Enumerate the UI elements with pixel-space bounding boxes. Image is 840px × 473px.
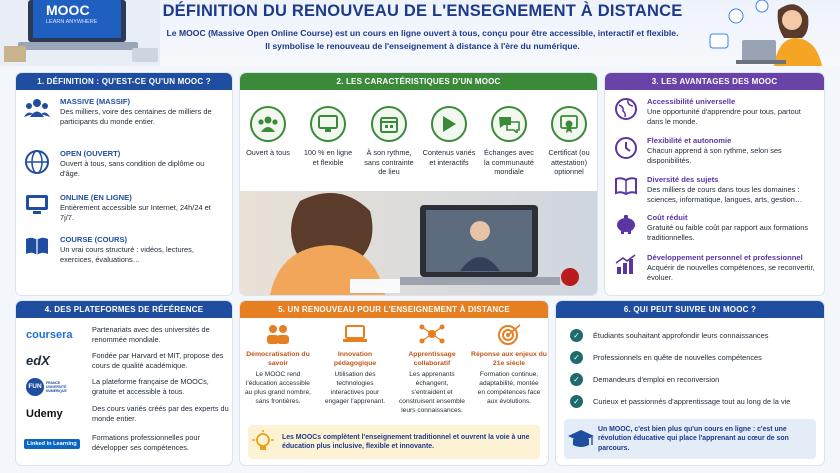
target-icon — [495, 323, 523, 345]
clock-icon — [614, 136, 638, 160]
definition-item — [24, 149, 224, 178]
subtitle-line-2: Il symbolise le renouveau de l'enseignement à distance à l'ère du numérique. — [265, 41, 580, 51]
renewal-item-text: Utilisation des technologies interactives pour engager l'apprenant. — [324, 371, 386, 405]
screen-icon — [310, 106, 346, 142]
book-icon — [24, 235, 50, 257]
audience-item — [570, 329, 810, 342]
check-icon: ✓ — [570, 373, 583, 386]
advantage-text: Gratuité ou faible coût par rapport aux formations traditionnelles. — [647, 223, 809, 242]
advantage-item — [613, 136, 818, 165]
people-icon — [264, 323, 292, 345]
platform-item — [16, 377, 232, 396]
renewal-item — [471, 323, 547, 406]
renewal-item-text: Les apprenants échangent, s'entraident et construisent ensemble leurs connaissances. — [399, 371, 465, 414]
definition-item-text: Entièrement accessible sur Internet, 24h/24 et 7j/7. — [60, 203, 211, 222]
advantages-title: 3. LES AVANTAGES DES MOOC — [605, 73, 824, 90]
edx-logo: edX — [26, 353, 50, 368]
renewal-title: 5. UN RENOUVEAU POUR L'ENSEIGNEMENT À DISTANCE — [240, 301, 548, 318]
advantage-item — [613, 213, 818, 242]
lightbulb-icon — [248, 430, 278, 454]
renewal-card — [240, 301, 548, 465]
definition-item-name: ONLINE (EN LIGNE) — [60, 193, 132, 202]
audience-title: 6. QUI PEUT SUIVRE UN MOOC ? — [556, 301, 824, 318]
audience-item-text: Professionnels en quête de nouvelles compétences — [593, 352, 762, 362]
definition-item — [24, 193, 224, 222]
definition-item-name: MASSIVE (MASSIF) — [60, 97, 131, 106]
definition-title: 1. DÉFINITION : QU'EST-CE QU'UN MOOC ? — [16, 73, 232, 90]
advantage-text: Une opportunité d'apprendre pour tous, partout dans le monde. — [647, 107, 801, 126]
advantage-name: Diversité des sujets — [647, 175, 719, 184]
check-icon: ✓ — [570, 329, 583, 342]
audience-note-text: Un MOOC, c'est bien plus qu'un cours en ligne : c'est une révolution éducative qui place l'apprenant au cœur de son parcours. — [598, 425, 789, 452]
check-icon: ✓ — [570, 395, 583, 408]
definition-item — [24, 97, 224, 126]
page-title: DÉFINITION DU RENOUVEAU DE L'ENSEGNEMENT À DISTANCE — [162, 2, 683, 20]
renewal-note — [248, 425, 540, 459]
renewal-item-name: Démocratisation du savoir — [246, 351, 310, 367]
audience-item-text: Demandeurs d'emploi en reconversion — [593, 374, 720, 384]
renewal-item — [240, 323, 316, 406]
platform-text: Des cours variés créés par des experts du monde entier. — [92, 404, 229, 423]
renewal-note-text: Les MOOCs complètent l'enseignement traditionnel et ouvrent la voie à une éducation plus inclusive, flexible et innovante. — [282, 433, 530, 450]
advantage-text: Acquérir de nouvelles compétences, se reconvertir, évoluer. — [647, 263, 815, 282]
platform-item — [16, 351, 232, 370]
audience-note — [564, 419, 816, 459]
feature-label: 100 % en ligne et flexible — [303, 148, 353, 167]
renewal-item-name: Innovation pédagogique — [333, 351, 377, 367]
renewal-item — [394, 323, 470, 415]
definition-item-text: Des milliers, voire des centaines de milliers de participants du monde entier. — [60, 107, 212, 126]
certificate-icon — [551, 106, 587, 142]
piggy-bank-icon — [614, 213, 638, 235]
page-subtitle — [160, 27, 685, 53]
udemy-logo: Udemy — [26, 407, 63, 420]
monitor-icon — [24, 193, 50, 217]
renewal-item-name: Réponse aux enjeux du 21e siècle — [471, 351, 547, 367]
audience-item — [570, 395, 810, 408]
platform-item — [16, 325, 232, 344]
world-icon — [614, 97, 638, 121]
definition-item-text: Ouvert à tous, sans condition de diplôme ou d'âge. — [60, 159, 205, 178]
graduation-cap-icon — [564, 427, 598, 451]
advantage-name: Développement personnel et professionnel — [647, 253, 803, 262]
platform-item — [16, 404, 232, 423]
fun-logo: FUN — [26, 378, 44, 396]
feature-label: Ouvert à tous — [246, 148, 290, 157]
audience-item-text: Curieux et passionnés d'apprentissage tout au long de la vie — [593, 396, 791, 406]
advantage-item — [613, 253, 818, 282]
feature-label: À son rythme, sans contrainte de lieu — [364, 148, 414, 176]
advantage-text: Des milliers de cours dans tous les domaines : sciences, informatique, langues, arts, gestion… — [647, 185, 803, 204]
advantage-text: Chacun apprend à son rythme, selon ses disponibilités. — [647, 146, 782, 165]
laptop-icon — [341, 323, 369, 345]
renewal-item — [317, 323, 393, 406]
open-book-icon — [614, 175, 638, 197]
laptop-tagline: LEARN ANYWHERE — [46, 19, 98, 25]
group-icon — [250, 106, 286, 142]
renewal-item-text: Le MOOC rend l'éducation accessible au plus grand nombre, sans frontières. — [245, 371, 311, 405]
fun-logo-subtitle: FRANCE UNIVERSITÉ NUMÉRIQUE — [46, 380, 67, 393]
advantage-name: Accessibilité universelle — [647, 97, 736, 106]
growth-icon — [614, 253, 638, 275]
student-illustration — [690, 0, 840, 66]
linkedin-learning-logo: Linked in Learning — [24, 439, 80, 449]
network-icon — [418, 323, 446, 345]
features-title: 2. LES CARACTÉRISTIQUES D'UN MOOC — [240, 73, 597, 90]
feature-label: Contenus variés et interactifs — [422, 148, 476, 167]
platform-text: La plateforme française de MOOCs, gratuite et accessible à tous. — [92, 377, 209, 396]
laptop-brand: MOOC — [46, 2, 90, 18]
student-at-laptop-photo — [240, 191, 597, 295]
advantage-item — [613, 175, 818, 204]
advantage-name: Coût réduit — [647, 213, 688, 222]
subtitle-line-1: Le MOOC (Massive Open Online Course) est un cours en ligne ouvert à tous, conçu pour être accessible, interactif et flexible. — [166, 28, 679, 38]
advantage-item — [613, 97, 818, 126]
platform-item — [16, 433, 232, 452]
audience-item-text: Étudiants souhaitant approfondir leurs connaissances — [593, 330, 769, 340]
coursera-logo: coursera — [26, 328, 73, 341]
platform-text: Formations professionnelles pour développer ses compétences. — [92, 433, 200, 452]
advantages-card — [605, 73, 824, 295]
definition-item-name: OPEN (OUVERT) — [60, 149, 121, 158]
play-icon — [431, 106, 467, 142]
platforms-title: 4. DES PLATEFORMES DE RÉFÉRENCE — [16, 301, 232, 318]
renewal-item-text: Formation continue, adaptabilité, montée en compétences face aux évolutions. — [477, 371, 541, 405]
header — [0, 0, 840, 66]
platforms-card — [16, 301, 232, 465]
globe-icon — [24, 149, 50, 175]
features-card — [240, 73, 597, 295]
people-icon — [24, 97, 50, 119]
platform-text: Fondée par Harvard et MIT, propose des cours de qualité académique. — [92, 351, 224, 370]
definition-card — [16, 73, 232, 295]
audience-item — [570, 373, 810, 386]
definition-item-name: COURSE (COURS) — [60, 235, 128, 244]
advantage-name: Flexibilité et autonomie — [647, 136, 732, 145]
audience-item — [570, 351, 810, 364]
chat-icon — [491, 106, 527, 142]
calendar-icon — [371, 106, 407, 142]
audience-card — [556, 301, 824, 465]
feature-label: Échanges avec la communauté mondiale — [484, 148, 534, 176]
definition-item — [24, 235, 224, 264]
definition-item-text: Un vrai cours structuré : vidéos, lectures, exercices, évaluations… — [60, 245, 194, 264]
feature-label: Certificat (ou attestation) optionnel — [548, 148, 590, 176]
check-icon: ✓ — [570, 351, 583, 364]
renewal-item-name: Apprentissage collaboratif — [408, 351, 456, 367]
platform-text: Partenariats avec des universités de renommée mondiale. — [92, 325, 210, 344]
